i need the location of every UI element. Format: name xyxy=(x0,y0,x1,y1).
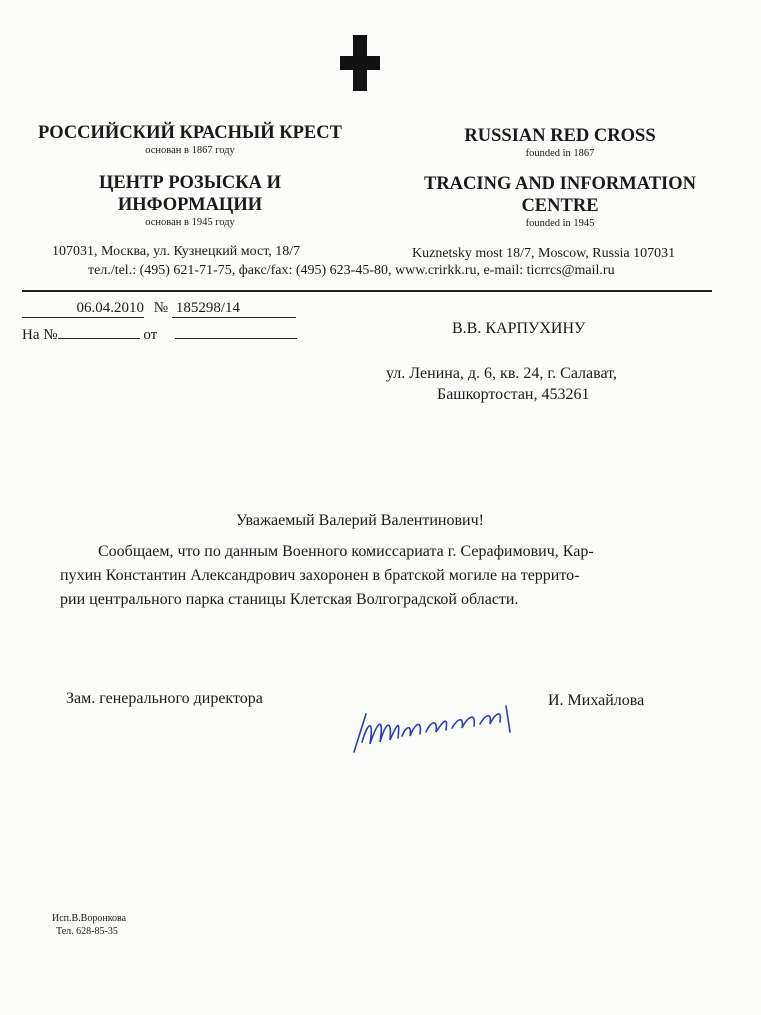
org-founded-en: founded in 1867 xyxy=(525,148,595,159)
reply-date-blank xyxy=(175,324,297,339)
centre-name-ru-line1: ЦЕНТР РОЗЫСКА И xyxy=(98,173,282,193)
org-name-en: RUSSIAN RED CROSS xyxy=(464,126,656,146)
signatory-name: И. Михайлова xyxy=(548,692,645,709)
centre-name-ru-line2: ИНФОРМАЦИИ xyxy=(117,195,263,215)
letter-number: 185298/14 xyxy=(172,300,296,318)
salutation: Уважаемый Валерий Валентинович! xyxy=(236,512,484,529)
handwritten-signature xyxy=(340,692,540,762)
body-line-1: Сообщаем, что по данным Военного комиссариата г. Серафимович, Кар- xyxy=(98,543,594,560)
executor: Исп.В.Воронкова xyxy=(52,913,127,924)
letter-date: 06.04.2010 xyxy=(22,300,144,318)
header-divider xyxy=(22,290,712,292)
centre-name-en-line2: CENTRE xyxy=(521,196,599,216)
from-label: от xyxy=(143,327,158,343)
body-line-2: пухин Константин Александрович захоронен в братской могиле на террито- xyxy=(60,567,580,584)
contacts: тел./tel.: (495) 621-71-75, факс/fax: (495) 623-45-80, www.crirkk.ru, e-mail: ticrrcs@mail.ru xyxy=(88,263,615,278)
signatory-position: Зам. генерального директора xyxy=(66,690,263,707)
letterhead-en xyxy=(400,125,720,231)
address-ru: 107031, Москва, ул. Кузнецкий мост, 18/7 xyxy=(52,244,301,259)
body-line-3: рии центрального парка станицы Клетская Волгоградской области. xyxy=(60,591,519,608)
reference-line-2 xyxy=(22,324,297,344)
reply-label: На № xyxy=(22,327,58,343)
recipient-address-line2: Башкортостан, 453261 xyxy=(437,386,590,403)
centre-founded-en: founded in 1945 xyxy=(525,218,595,229)
recipient-address-line1: ул. Ленина, д. 6, кв. 24, г. Салават, xyxy=(386,365,617,382)
reference-line-1 xyxy=(22,300,296,318)
recipient-name: В.В. КАРПУХИНУ xyxy=(452,320,586,337)
red-cross-emblem-icon xyxy=(340,35,380,91)
address-en: Kuznetsky most 18/7, Moscow, Russia 107031 xyxy=(412,246,676,261)
org-founded-ru: основан в 1867 году xyxy=(145,145,235,156)
centre-founded-ru: основан в 1945 году xyxy=(145,217,235,228)
executor-phone: Тел. 628-85-35 xyxy=(56,926,118,937)
reply-number-blank xyxy=(58,324,140,339)
number-label: № xyxy=(153,300,169,316)
org-name-ru: РОССИЙСКИЙ КРАСНЫЙ КРЕСТ xyxy=(38,123,342,143)
letterhead-ru xyxy=(20,122,360,230)
centre-name-en-line1: TRACING AND INFORMATION xyxy=(423,174,697,194)
